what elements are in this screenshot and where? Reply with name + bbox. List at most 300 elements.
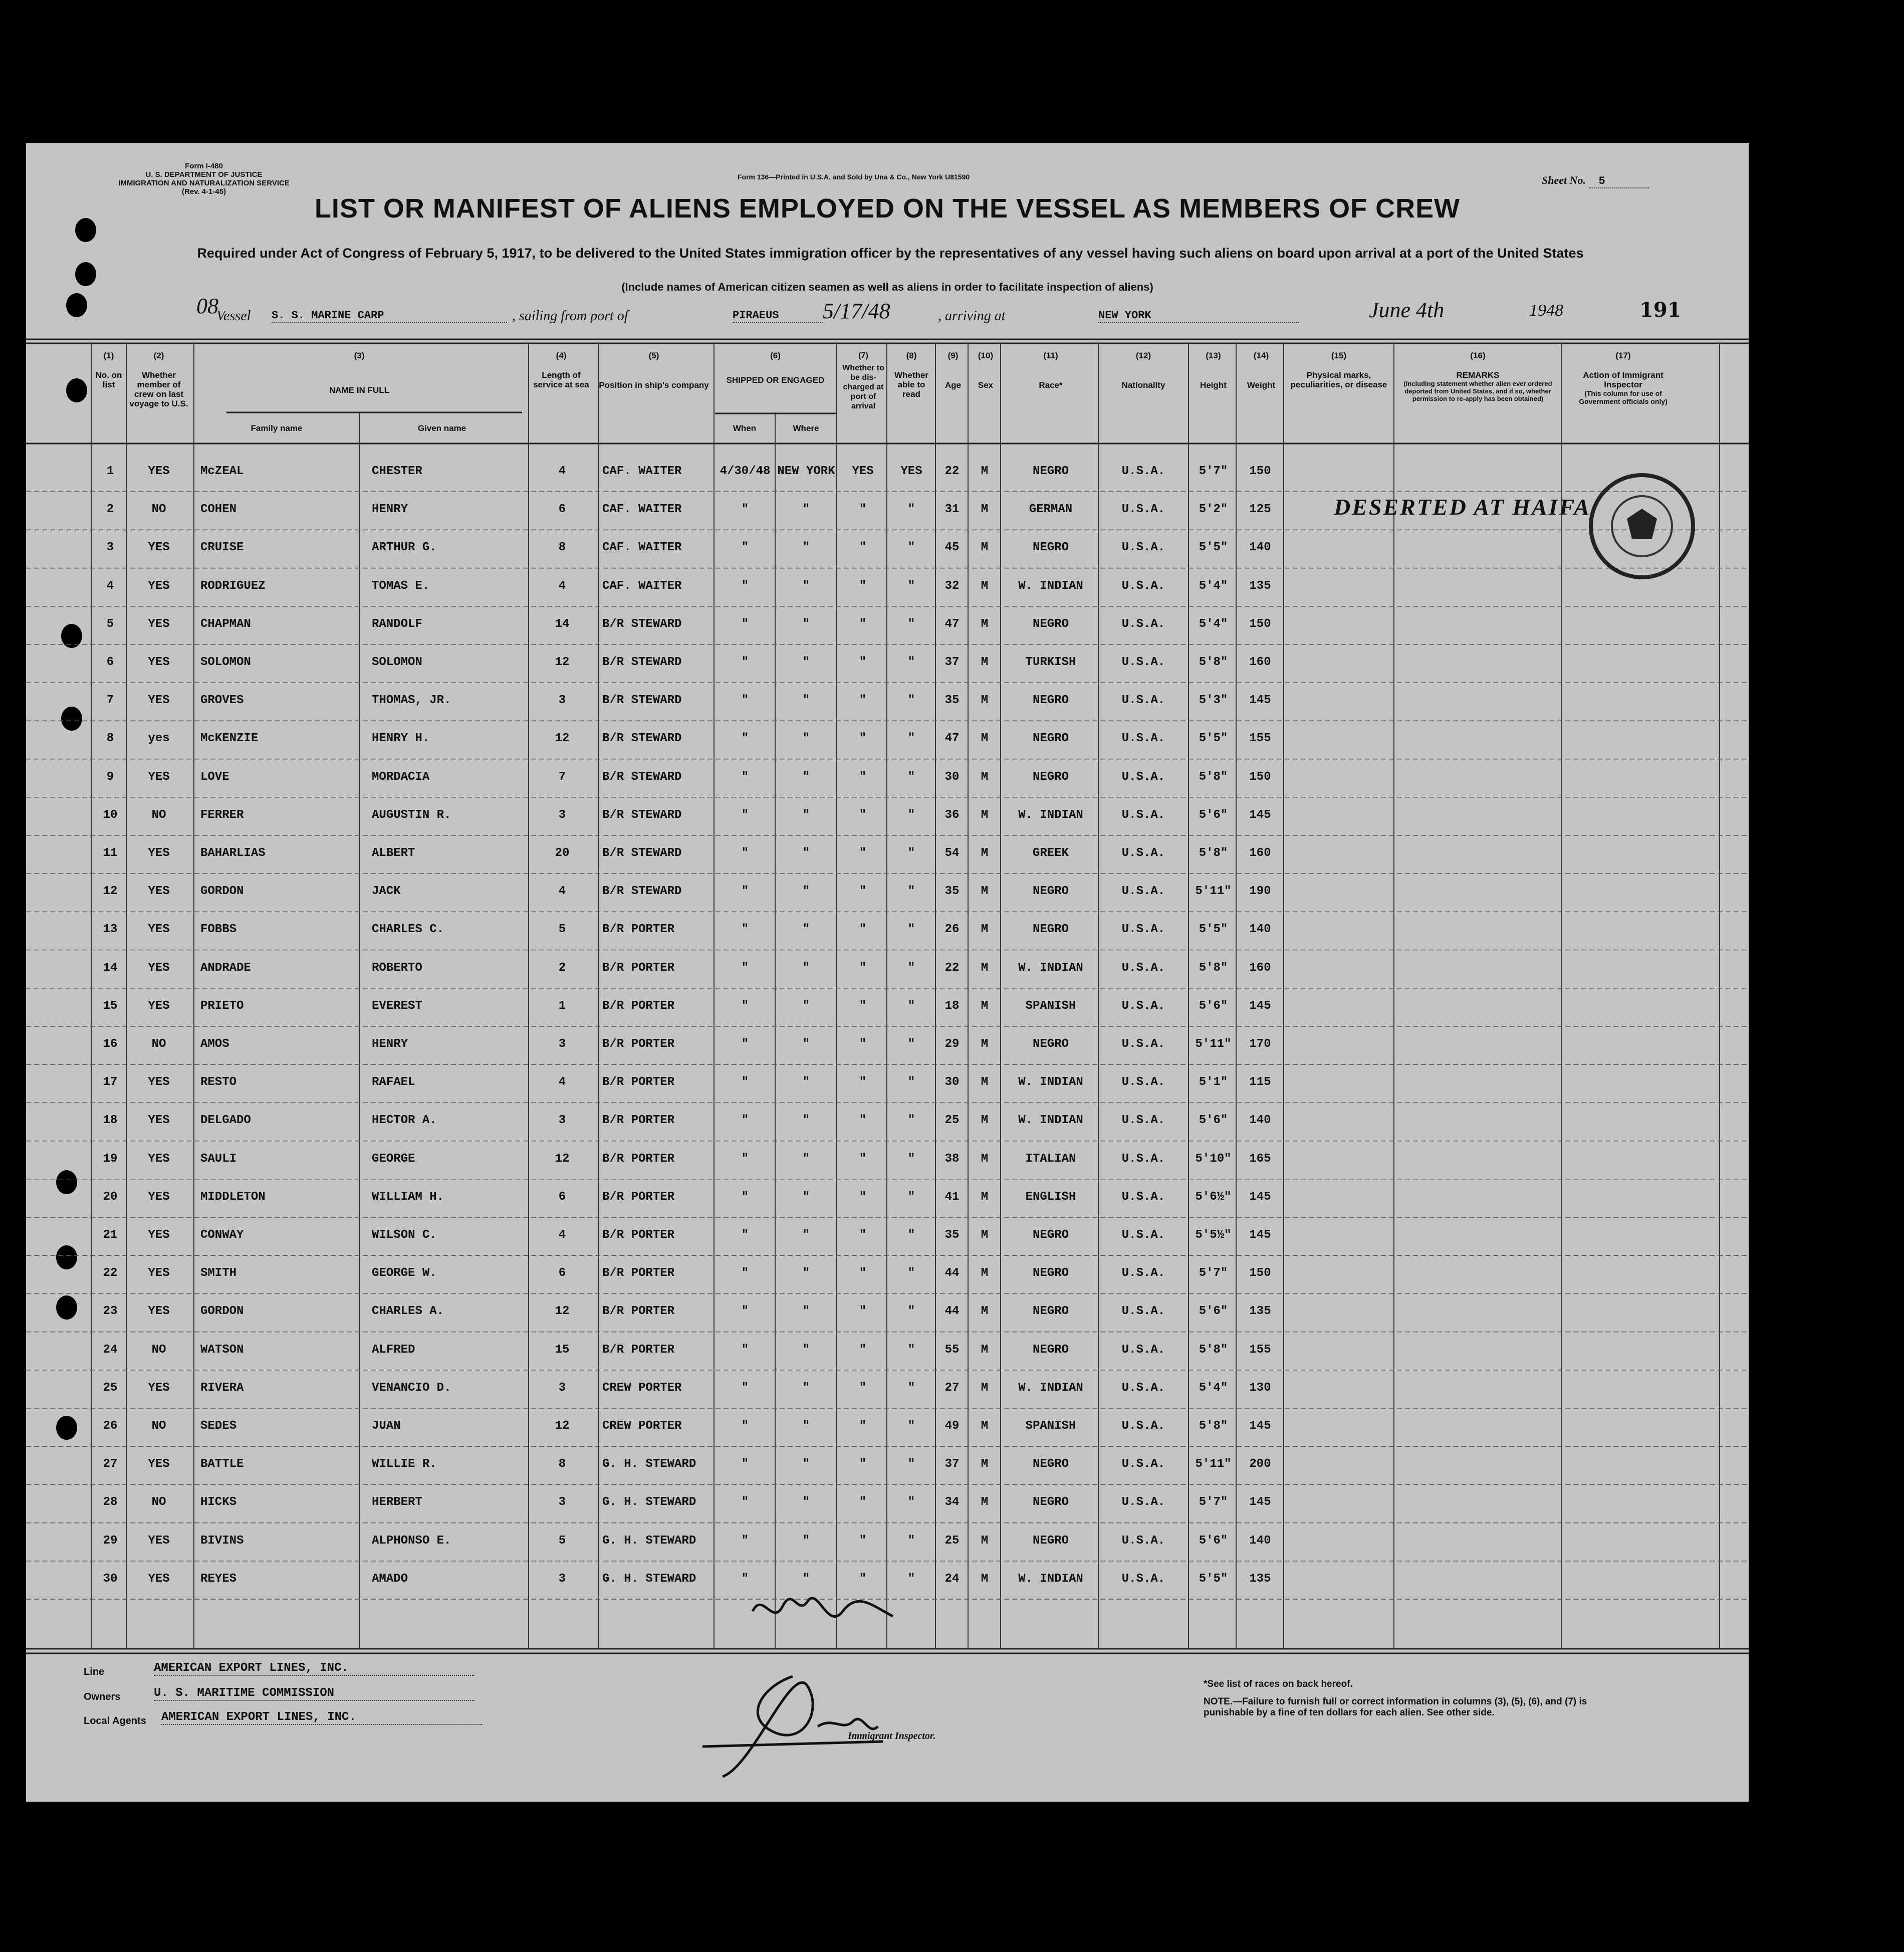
nationality-cell: U.S.A. [1121, 1572, 1165, 1586]
sex-cell: M [981, 656, 989, 669]
discharged-cell: " [859, 1457, 867, 1471]
last-voyage-cell: YES [148, 694, 170, 708]
line-label: Line [84, 1666, 105, 1677]
shipped-where-cell: " [802, 1419, 810, 1433]
discharged-cell: " [859, 579, 867, 593]
nationality-cell: U.S.A. [1121, 465, 1165, 478]
row-number-cell: 14 [103, 961, 118, 975]
weight-cell: 160 [1249, 656, 1271, 669]
nationality-cell: U.S.A. [1121, 885, 1165, 899]
age-cell: 31 [944, 503, 960, 517]
discharged-cell: " [859, 617, 867, 631]
position-cell: B/R STEWARD [602, 885, 682, 899]
given-name-cell: WILLIAM H. [372, 1190, 444, 1204]
family-name-cell: MIDDLETON [200, 1190, 266, 1204]
service-length-cell: 7 [558, 770, 566, 784]
printer-line: Form 136—Printed in U.S.A. and Sold by Una & Co., New York U81590 [738, 173, 970, 181]
discharged-cell: " [859, 770, 867, 784]
family-name-cell: BIVINS [200, 1534, 244, 1548]
race-cell: NEGRO [1032, 923, 1069, 937]
header-col-14: (14) Weight [1247, 351, 1276, 390]
race-cell: NEGRO [1032, 617, 1069, 631]
given-name-cell: HENRY [372, 503, 408, 517]
header-col-13: (13) Height [1200, 351, 1227, 390]
nationality-cell: U.S.A. [1121, 732, 1165, 746]
inspector-label: Immigrant Inspector. [848, 1730, 936, 1742]
race-cell: NEGRO [1032, 1037, 1069, 1051]
position-cell: B/R PORTER [602, 1114, 675, 1128]
service-length-cell: 15 [555, 1343, 570, 1357]
race-cell: NEGRO [1032, 1495, 1069, 1509]
given-name-cell: MORDACIA [372, 770, 430, 784]
age-cell: 54 [944, 846, 960, 860]
race-cell: NEGRO [1032, 732, 1069, 746]
given-name-cell: GEORGE W. [372, 1266, 437, 1280]
service-length-cell: 4 [558, 465, 566, 478]
last-voyage-cell: NO [151, 1419, 166, 1433]
header-col-6: (6) SHIPPED OR ENGAGED [726, 351, 825, 385]
height-cell: 5'3" [1199, 694, 1228, 708]
position-cell: B/R STEWARD [602, 770, 682, 784]
service-length-cell: 8 [558, 1457, 566, 1471]
shipped-where-cell: " [802, 1381, 810, 1395]
vessel-label: Vessel [216, 308, 251, 324]
given-name-cell: VENANCIO D. [372, 1381, 451, 1395]
family-name-cell: RODRIGUEZ [200, 579, 266, 593]
shipped-where-cell: " [802, 1228, 810, 1242]
row-number-cell: 16 [103, 1037, 118, 1051]
height-cell: 5'4" [1199, 617, 1228, 631]
position-cell: B/R PORTER [602, 1190, 675, 1204]
able-to-read-cell: " [907, 1381, 915, 1395]
age-cell: 44 [944, 1266, 960, 1280]
age-cell: 22 [944, 961, 960, 975]
last-voyage-cell: YES [148, 579, 170, 593]
position-cell: B/R PORTER [602, 999, 675, 1013]
nationality-cell: U.S.A. [1121, 656, 1165, 669]
position-cell: B/R STEWARD [602, 617, 682, 631]
age-cell: 27 [944, 1381, 960, 1395]
shipped-where-cell: " [802, 656, 810, 669]
header-col-4: (4) Length of service at sea [533, 351, 589, 389]
age-cell: 37 [944, 1457, 960, 1471]
row-number-cell: 8 [106, 732, 114, 746]
last-voyage-cell: YES [148, 1305, 170, 1319]
sex-cell: M [981, 732, 989, 746]
shipped-when-cell: " [741, 1381, 749, 1395]
service-length-cell: 5 [558, 1534, 566, 1548]
service-length-cell: 3 [558, 1495, 566, 1509]
shipped-when-cell: " [741, 923, 749, 937]
last-voyage-cell: YES [148, 1266, 170, 1280]
shipped-where-cell: " [802, 1114, 810, 1128]
arriving-label: , arriving at [938, 308, 1006, 324]
weight-cell: 165 [1249, 1152, 1271, 1166]
shipped-where-cell: " [802, 999, 810, 1013]
last-voyage-cell: NO [151, 503, 166, 517]
stamp-number: 191 [1639, 298, 1682, 322]
weight-cell: 145 [1249, 1190, 1271, 1204]
race-cell: W. INDIAN [1018, 1114, 1083, 1128]
shipped-where-cell: " [802, 1343, 810, 1357]
last-voyage-cell: YES [148, 1534, 170, 1548]
sex-cell: M [981, 1305, 989, 1319]
given-name-cell: ARTHUR G. [372, 541, 437, 555]
shipped-when-cell: " [741, 1495, 749, 1509]
sex-cell: M [981, 961, 989, 975]
height-cell: 5'7" [1199, 1266, 1228, 1280]
nationality-cell: U.S.A. [1121, 1190, 1165, 1204]
shipped-when-cell: " [741, 1114, 749, 1128]
shipped-where-cell: " [802, 923, 810, 937]
able-to-read-cell: " [907, 1343, 915, 1357]
discharged-cell: " [859, 885, 867, 899]
nationality-cell: U.S.A. [1121, 770, 1165, 784]
race-cell: W. INDIAN [1018, 808, 1083, 822]
weight-cell: 135 [1249, 1305, 1271, 1319]
age-cell: 24 [944, 1572, 960, 1586]
family-name-cell: AMOS [200, 1037, 229, 1051]
able-to-read-cell: " [907, 503, 915, 517]
weight-cell: 145 [1249, 999, 1271, 1013]
header-col-3: (3) NAME IN FULL [329, 351, 389, 395]
given-name-cell: CHESTER [372, 465, 422, 478]
weight-cell: 130 [1249, 1381, 1271, 1395]
service-length-cell: 4 [558, 579, 566, 593]
position-cell: B/R PORTER [602, 923, 675, 937]
able-to-read-cell: " [907, 1190, 915, 1204]
row-number-cell: 11 [103, 846, 118, 860]
shipped-where-cell: " [802, 579, 810, 593]
given-name-cell: WILSON C. [372, 1228, 437, 1242]
header-col-7: (7) Whether to be dis-charged at port of arrival [842, 351, 884, 410]
position-cell: CREW PORTER [602, 1419, 682, 1433]
shipped-when-cell: " [741, 1305, 749, 1319]
header-col-17: (17) Action of Immigrant Inspector (This column for use of Government officials only) [1579, 351, 1668, 405]
given-name-cell: RAFAEL [372, 1075, 415, 1090]
able-to-read-cell: " [907, 1572, 915, 1586]
nationality-cell: U.S.A. [1121, 541, 1165, 555]
race-cell: NEGRO [1032, 1457, 1069, 1471]
race-cell: NEGRO [1032, 1534, 1069, 1548]
position-cell: G. H. STEWARD [602, 1534, 696, 1548]
shipped-when-cell: " [741, 770, 749, 784]
able-to-read-cell: " [907, 541, 915, 555]
age-cell: 44 [944, 1305, 960, 1319]
shipped-where-cell: " [802, 1495, 810, 1509]
age-cell: 36 [944, 808, 960, 822]
weight-cell: 145 [1249, 1419, 1271, 1433]
nationality-cell: U.S.A. [1121, 1419, 1165, 1433]
able-to-read-cell: " [907, 1075, 915, 1090]
last-voyage-cell: YES [148, 1457, 170, 1471]
shipped-where-cell: " [802, 503, 810, 517]
service-length-cell: 2 [558, 961, 566, 975]
able-to-read-cell: " [907, 846, 915, 860]
line-value: AMERICAN EXPORT LINES, INC. [154, 1661, 474, 1676]
shipped-when-cell: " [741, 1075, 749, 1090]
family-name-cell: CONWAY [200, 1228, 244, 1242]
row-number-cell: 18 [103, 1114, 118, 1128]
height-cell: 5'6½" [1195, 1190, 1232, 1204]
sex-cell: M [981, 541, 989, 555]
service-length-cell: 3 [558, 1381, 566, 1395]
family-name-cell: HICKS [200, 1495, 237, 1509]
race-cell: NEGRO [1032, 1228, 1069, 1242]
last-voyage-cell: YES [148, 770, 170, 784]
able-to-read-cell: " [907, 885, 915, 899]
discharged-cell: " [859, 808, 867, 822]
weight-cell: 150 [1249, 617, 1271, 631]
shipped-where-cell: " [802, 541, 810, 555]
race-cell: W. INDIAN [1018, 1075, 1083, 1090]
shipped-when-cell: " [741, 1228, 749, 1242]
weight-cell: 125 [1249, 503, 1271, 517]
nationality-cell: U.S.A. [1121, 503, 1165, 517]
height-cell: 5'6" [1199, 808, 1228, 822]
sex-cell: M [981, 923, 989, 937]
position-cell: CREW PORTER [602, 1381, 682, 1395]
weight-cell: 115 [1249, 1075, 1271, 1090]
service-length-cell: 20 [555, 846, 570, 860]
weight-cell: 145 [1249, 1495, 1271, 1509]
family-name-cell: PRIETO [200, 999, 244, 1013]
height-cell: 5'6" [1199, 1534, 1228, 1548]
position-cell: B/R STEWARD [602, 808, 682, 822]
sex-cell: M [981, 1037, 989, 1051]
given-name-cell: CHARLES A. [372, 1305, 444, 1319]
shipped-when-cell: " [741, 732, 749, 746]
header-col-11: (11) Race* [1039, 351, 1063, 390]
last-voyage-cell: YES [148, 1075, 170, 1090]
age-cell: 55 [944, 1343, 960, 1357]
height-cell: 5'6" [1199, 999, 1228, 1013]
row-number-cell: 29 [103, 1534, 118, 1548]
handwritten-mark: 08 [196, 294, 218, 318]
discharged-cell: " [859, 961, 867, 975]
able-to-read-cell: " [907, 770, 915, 784]
shipped-when-cell: " [741, 1343, 749, 1357]
given-name-cell: HECTOR A. [372, 1114, 437, 1128]
service-length-cell: 4 [558, 1228, 566, 1242]
row-number-cell: 13 [103, 923, 118, 937]
nationality-cell: U.S.A. [1121, 579, 1165, 593]
weight-cell: 145 [1249, 694, 1271, 708]
sex-cell: M [981, 1075, 989, 1090]
discharged-cell: " [859, 732, 867, 746]
height-cell: 5'11" [1195, 885, 1232, 899]
weight-cell: 145 [1249, 808, 1271, 822]
given-name-cell: JUAN [372, 1419, 401, 1433]
height-cell: 5'8" [1199, 1343, 1228, 1357]
discharged-cell: " [859, 1228, 867, 1242]
sex-cell: M [981, 465, 989, 478]
sex-cell: M [981, 1457, 989, 1471]
shipped-where-cell: " [802, 961, 810, 975]
discharged-cell: " [859, 1037, 867, 1051]
service-length-cell: 5 [558, 923, 566, 937]
position-cell: B/R PORTER [602, 1343, 675, 1357]
discharged-cell: " [859, 1152, 867, 1166]
family-name-cell: GORDON [200, 885, 244, 899]
owners-label: Owners [84, 1691, 121, 1702]
discharged-cell: " [859, 1343, 867, 1357]
shipped-where-cell: " [802, 732, 810, 746]
weight-cell: 160 [1249, 961, 1271, 975]
service-length-cell: 6 [558, 1266, 566, 1280]
able-to-read-cell: " [907, 1495, 915, 1509]
given-name-cell: EVEREST [372, 999, 422, 1013]
service-length-cell: 4 [558, 885, 566, 899]
header-col-16: (16) REMARKS (Including statement whether alien ever ordered deported from United States, and if so, whether permission to re-apply has been obtained) [1403, 351, 1552, 402]
age-cell: 34 [944, 1495, 960, 1509]
height-cell: 5'6" [1199, 1114, 1228, 1128]
nationality-cell: U.S.A. [1121, 1534, 1165, 1548]
discharged-cell: " [859, 999, 867, 1013]
discharged-cell: " [859, 1075, 867, 1090]
race-cell: ENGLISH [1025, 1190, 1076, 1204]
given-name-cell: ROBERTO [372, 961, 422, 975]
arriving-port: NEW YORK [1098, 309, 1299, 323]
able-to-read-cell: " [907, 923, 915, 937]
able-to-read-cell: " [907, 617, 915, 631]
height-cell: 5'10" [1195, 1152, 1232, 1166]
height-cell: 5'1" [1199, 1075, 1228, 1090]
shipped-when-cell: " [741, 1419, 749, 1433]
nationality-cell: U.S.A. [1121, 923, 1165, 937]
age-cell: 29 [944, 1037, 960, 1051]
able-to-read-cell: " [907, 579, 915, 593]
race-cell: NEGRO [1032, 1305, 1069, 1319]
sex-cell: M [981, 617, 989, 631]
last-voyage-cell: YES [148, 885, 170, 899]
discharged-cell: " [859, 541, 867, 555]
age-cell: 32 [944, 579, 960, 593]
shipped-when-cell: " [741, 808, 749, 822]
service-length-cell: 3 [558, 1037, 566, 1051]
shipped-where-cell: " [802, 1305, 810, 1319]
height-cell: 5'8" [1199, 961, 1228, 975]
position-cell: B/R PORTER [602, 1305, 675, 1319]
height-cell: 5'8" [1199, 656, 1228, 669]
position-cell: B/R PORTER [602, 961, 675, 975]
shipped-where-cell: " [802, 808, 810, 822]
family-name-cell: RIVERA [200, 1381, 244, 1395]
row-number-cell: 20 [103, 1190, 118, 1204]
position-cell: B/R PORTER [602, 1037, 675, 1051]
shipped-when-cell: " [741, 961, 749, 975]
discharged-cell: " [859, 846, 867, 860]
row-number-cell: 9 [106, 770, 114, 784]
given-name-cell: HERBERT [372, 1495, 422, 1509]
last-voyage-cell: YES [148, 617, 170, 631]
position-cell: B/R PORTER [602, 1228, 675, 1242]
shipped-when-cell: " [741, 503, 749, 517]
last-voyage-cell: YES [148, 1152, 170, 1166]
able-to-read-cell: " [907, 1228, 915, 1242]
nationality-cell: U.S.A. [1121, 617, 1165, 631]
family-name-cell: SMITH [200, 1266, 237, 1280]
family-name-cell: ANDRADE [200, 961, 251, 975]
position-cell: CAF. WAITER [602, 465, 682, 478]
race-cell: NEGRO [1032, 770, 1069, 784]
last-voyage-cell: YES [148, 465, 170, 478]
row-number-cell: 22 [103, 1266, 118, 1280]
header-col-5: (5) Position in ship's company [599, 351, 709, 390]
discharged-cell: " [859, 656, 867, 669]
nationality-cell: U.S.A. [1121, 1457, 1165, 1471]
height-cell: 5'5" [1199, 541, 1228, 555]
last-voyage-cell: YES [148, 923, 170, 937]
sex-cell: M [981, 503, 989, 517]
weight-cell: 160 [1249, 846, 1271, 860]
position-cell: CAF. WAITER [602, 579, 682, 593]
age-cell: 47 [944, 732, 960, 746]
race-cell: W. INDIAN [1018, 1572, 1083, 1586]
last-voyage-cell: YES [148, 846, 170, 860]
header-col-2: (2) Whether member of crew on last voyage to U.S. [129, 351, 188, 408]
last-voyage-cell: NO [151, 1495, 166, 1509]
sex-cell: M [981, 1381, 989, 1395]
last-voyage-cell: NO [151, 808, 166, 822]
able-to-read-cell: " [907, 1305, 915, 1319]
discharged-cell: " [859, 1381, 867, 1395]
row-number-cell: 4 [106, 579, 114, 593]
shipped-when-cell: " [741, 1457, 749, 1471]
header-when: When [733, 423, 757, 433]
arrival-year: 1948 [1529, 301, 1563, 320]
age-cell: 22 [944, 465, 960, 478]
weight-cell: 140 [1249, 1534, 1271, 1548]
family-name-cell: FERRER [200, 808, 244, 822]
position-cell: G. H. STEWARD [602, 1495, 696, 1509]
shipped-when-cell: " [741, 999, 749, 1013]
weight-cell: 140 [1249, 923, 1271, 937]
race-cell: W. INDIAN [1018, 579, 1083, 593]
last-voyage-cell: YES [148, 541, 170, 555]
row-number-cell: 28 [103, 1495, 118, 1509]
last-voyage-cell: YES [148, 1572, 170, 1586]
sex-cell: M [981, 999, 989, 1013]
shipped-where-cell: " [802, 1534, 810, 1548]
discharged-cell: " [859, 1114, 867, 1128]
height-cell: 5'5" [1199, 923, 1228, 937]
able-to-read-cell: " [907, 808, 915, 822]
sex-cell: M [981, 1419, 989, 1433]
family-name-cell: LOVE [200, 770, 229, 784]
last-voyage-cell: YES [148, 1190, 170, 1204]
shipped-when-cell: " [741, 694, 749, 708]
shipped-where-cell: " [802, 1572, 810, 1586]
weight-cell: 200 [1249, 1457, 1271, 1471]
sailing-label: , sailing from port of [512, 308, 628, 324]
sex-cell: M [981, 770, 989, 784]
row-number-cell: 10 [103, 808, 118, 822]
race-cell: ITALIAN [1025, 1152, 1076, 1166]
weight-cell: 135 [1249, 579, 1271, 593]
given-name-cell: GEORGE [372, 1152, 415, 1166]
weight-cell: 135 [1249, 1572, 1271, 1586]
age-cell: 18 [944, 999, 960, 1013]
age-cell: 25 [944, 1534, 960, 1548]
page-title: LIST OR MANIFEST OF ALIENS EMPLOYED ON THE VESSEL AS MEMBERS OF CREW [314, 193, 1461, 224]
service-length-cell: 14 [555, 617, 570, 631]
shipped-when-cell: " [741, 1037, 749, 1051]
shipped-where-cell: " [802, 885, 810, 899]
age-cell: 30 [944, 770, 960, 784]
weight-cell: 155 [1249, 732, 1271, 746]
nationality-cell: U.S.A. [1121, 1305, 1165, 1319]
